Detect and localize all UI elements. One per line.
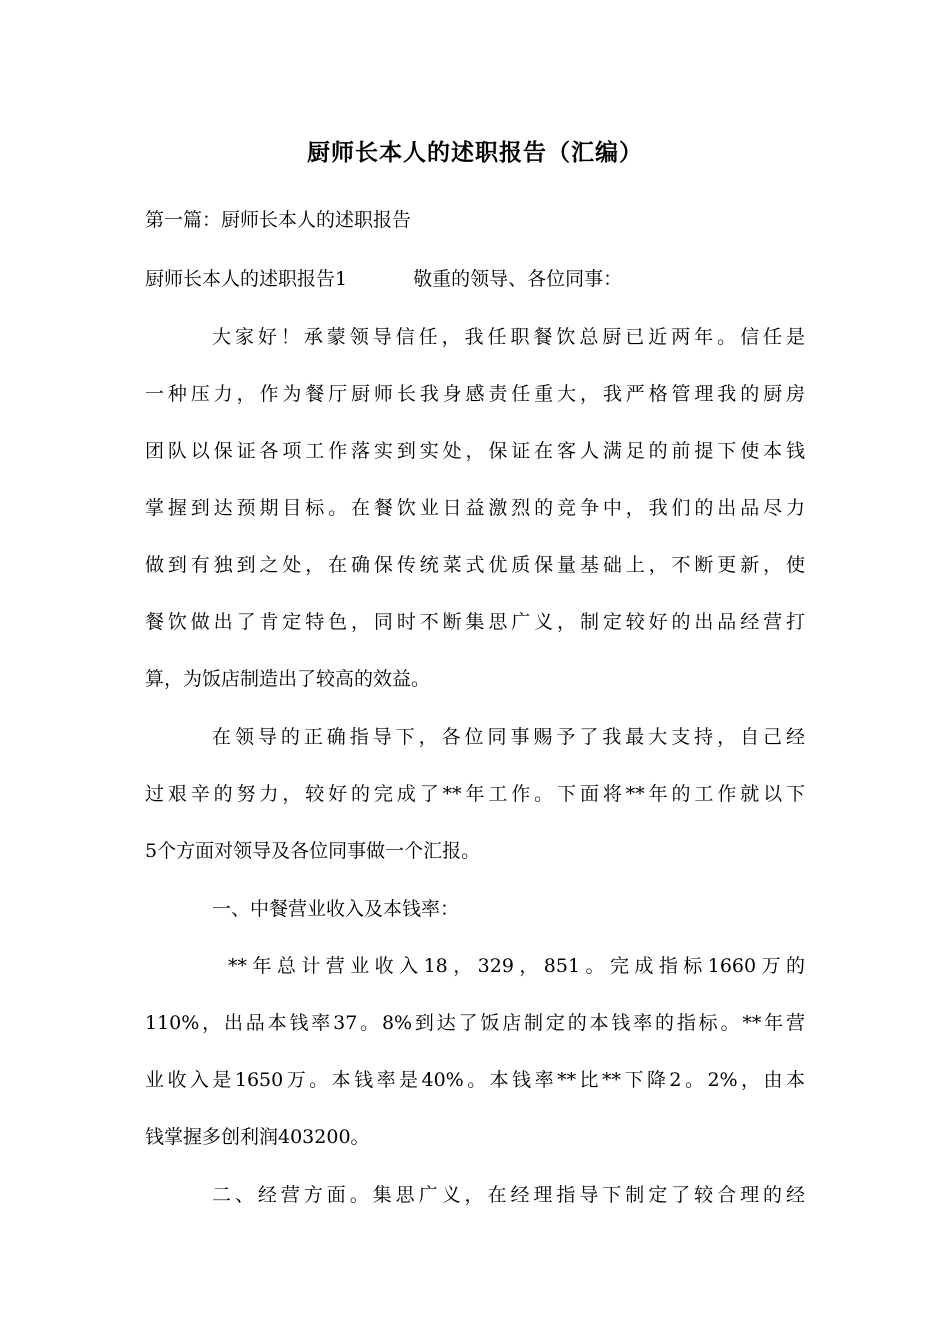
body-line: 业收入是1650万。本钱率是40%。本钱率**比**下降2。2%，由本 xyxy=(145,1069,805,1091)
body-line: 掌握到达预期目标。在餐饮业日益激烈的竞争中，我们的出品尽力 xyxy=(145,497,805,519)
salutation: 敬重的领导、各位同事： xyxy=(413,268,623,290)
body-line: 在领导的正确指导下，各位同事赐予了我最大支持，自己经 xyxy=(212,726,805,748)
document-title: 厨师长本人的述职报告（汇编） xyxy=(307,139,643,166)
body-line: 算，为饭店制造出了较高的效益。 xyxy=(145,668,431,690)
body-line: 餐饮做出了肯定特色，同时不断集思广义，制定较好的出品经营打 xyxy=(145,611,805,633)
report-heading-line xyxy=(145,264,805,294)
subsection-heading: 二、经营方面。集思广义，在经理指导下制定了较合理的经 xyxy=(212,1184,805,1206)
report-title: 厨师长本人的述职报告1 xyxy=(145,268,348,290)
body-line: 大家好！承蒙领导信任，我任职餐饮总厨已近两年。信任是 xyxy=(212,326,805,348)
subsection-heading: 一、中餐营业收入及本钱率： xyxy=(212,898,460,920)
body-line: **年总计营业收入18，329，851。完成指标1660万的 xyxy=(228,955,805,977)
body-line: 一种压力，作为餐厅厨师长我身感责任重大，我严格管理我的厨房 xyxy=(145,383,805,405)
section-heading: 第一篇：厨师长本人的述职报告 xyxy=(145,209,412,231)
body-line: 过艰辛的努力，较好的完成了**年工作。下面将**年的工作就以下 xyxy=(145,783,805,805)
body-line: 钱掌握多创利润403200。 xyxy=(145,1126,370,1148)
body-line: 110%，出品本钱率37。8%到达了饭店制定的本钱率的指标。**年营 xyxy=(145,1012,805,1034)
body-line: 团队以保证各项工作落实到实处，保证在客人满足的前提下使本钱 xyxy=(145,440,805,462)
body-line: 做到有独到之处，在确保传统菜式优质保量基础上，不断更新，使 xyxy=(145,554,805,576)
body-line: 5个方面对领导及各位同事做一个汇报。 xyxy=(145,840,481,862)
